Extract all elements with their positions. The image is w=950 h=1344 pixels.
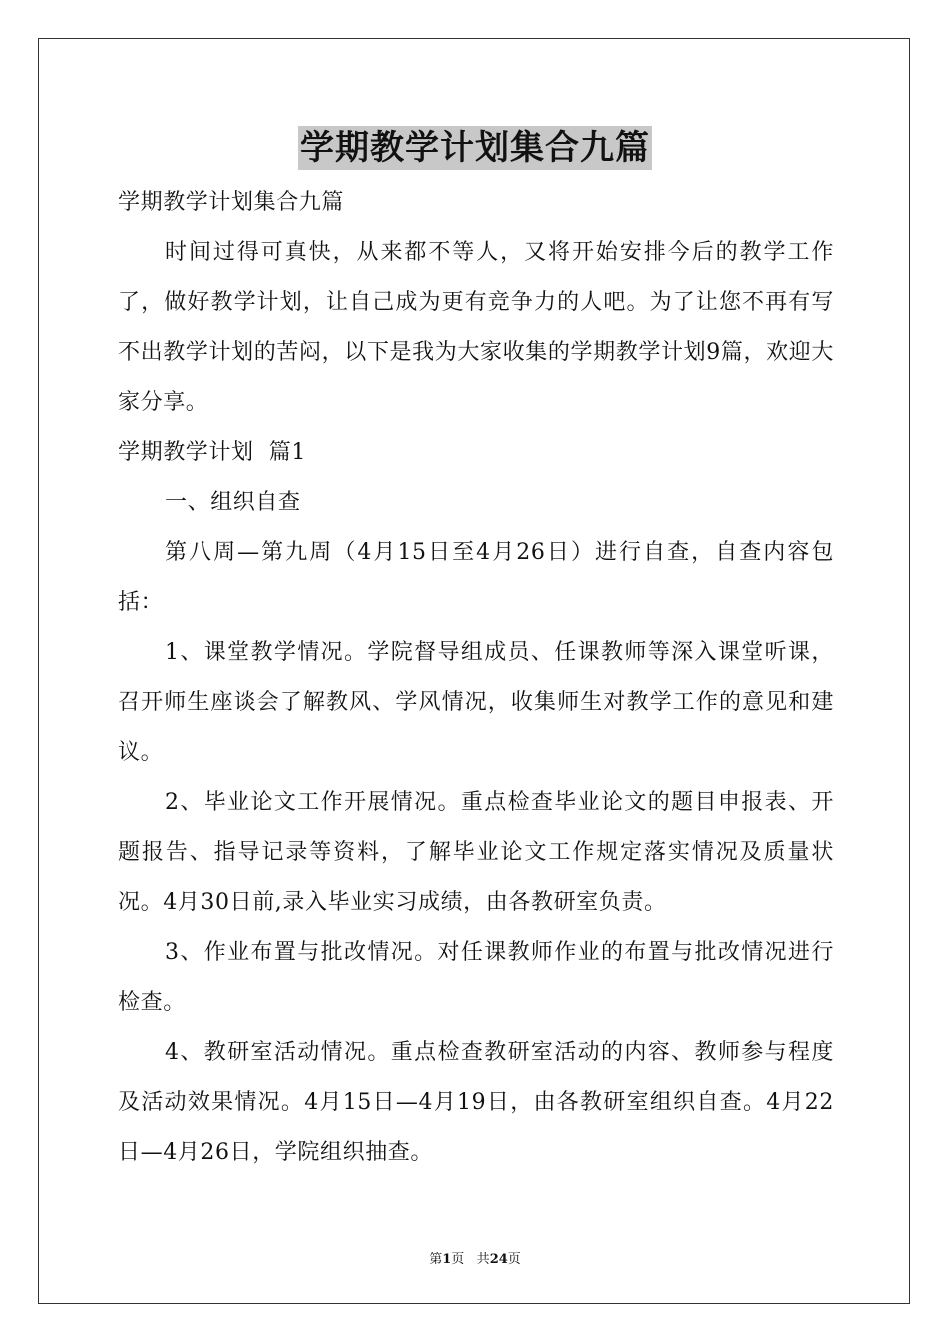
page-total: 24 — [489, 1252, 508, 1267]
page-footer — [0, 1248, 950, 1267]
paragraph-schedule: 第八周—第九周（4月15日至4月26日）进行自查，自查内容包括： — [118, 540, 834, 615]
intro-paragraph: 时间过得可真快，从来都不等人，又将开始安排今后的教学工作了，做好教学计划，让自己成为更有竞争力的人吧。为了让您不再有写不出教学计划的苦闷，以下是我为大家收集的学期教学计划9篇，欢迎大家分享。 — [118, 240, 834, 415]
page-prefix: 第 — [429, 1252, 443, 1267]
document-subtitle: 学期教学计划集合九篇 — [118, 190, 345, 215]
paragraph-item-1: 1、课堂教学情况。学院督导组成员、任课教师等深入课堂听课，召开师生座谈会了解教风、学风情况，收集师生对教学工作的意见和建议。 — [118, 640, 834, 765]
document-title: 学期教学计划集合九篇 — [300, 128, 650, 168]
paragraph-item-2: 2、毕业论文工作开展情况。重点检查毕业论文的题目申报表、开题报告、指导记录等资料，了解毕业论文工作规定落实情况及质量状况。4月30日前,录入毕业实习成绩，由各教研室负责。 — [118, 790, 834, 915]
page-current: 1 — [442, 1252, 452, 1267]
title-container — [0, 126, 950, 170]
section-heading: 学期教学计划 篇1 — [118, 440, 306, 465]
total-prefix: 共 — [476, 1252, 490, 1267]
paragraph-item-4: 4、教研室活动情况。重点检查教研室活动的内容、教师参与程度及活动效果情况。4月15日—4月19日，由各教研室组织自查。4月22日—4月26日，学院组织抽查。 — [118, 1040, 834, 1165]
total-suffix: 页 — [507, 1252, 521, 1267]
subsection-heading: 一、组织自查 — [165, 490, 301, 515]
paragraph-item-3: 3、作业布置与批改情况。对任课教师作业的布置与批改情况进行检查。 — [118, 940, 834, 1015]
document-body — [118, 178, 834, 1178]
page-suffix: 页 — [451, 1252, 465, 1267]
